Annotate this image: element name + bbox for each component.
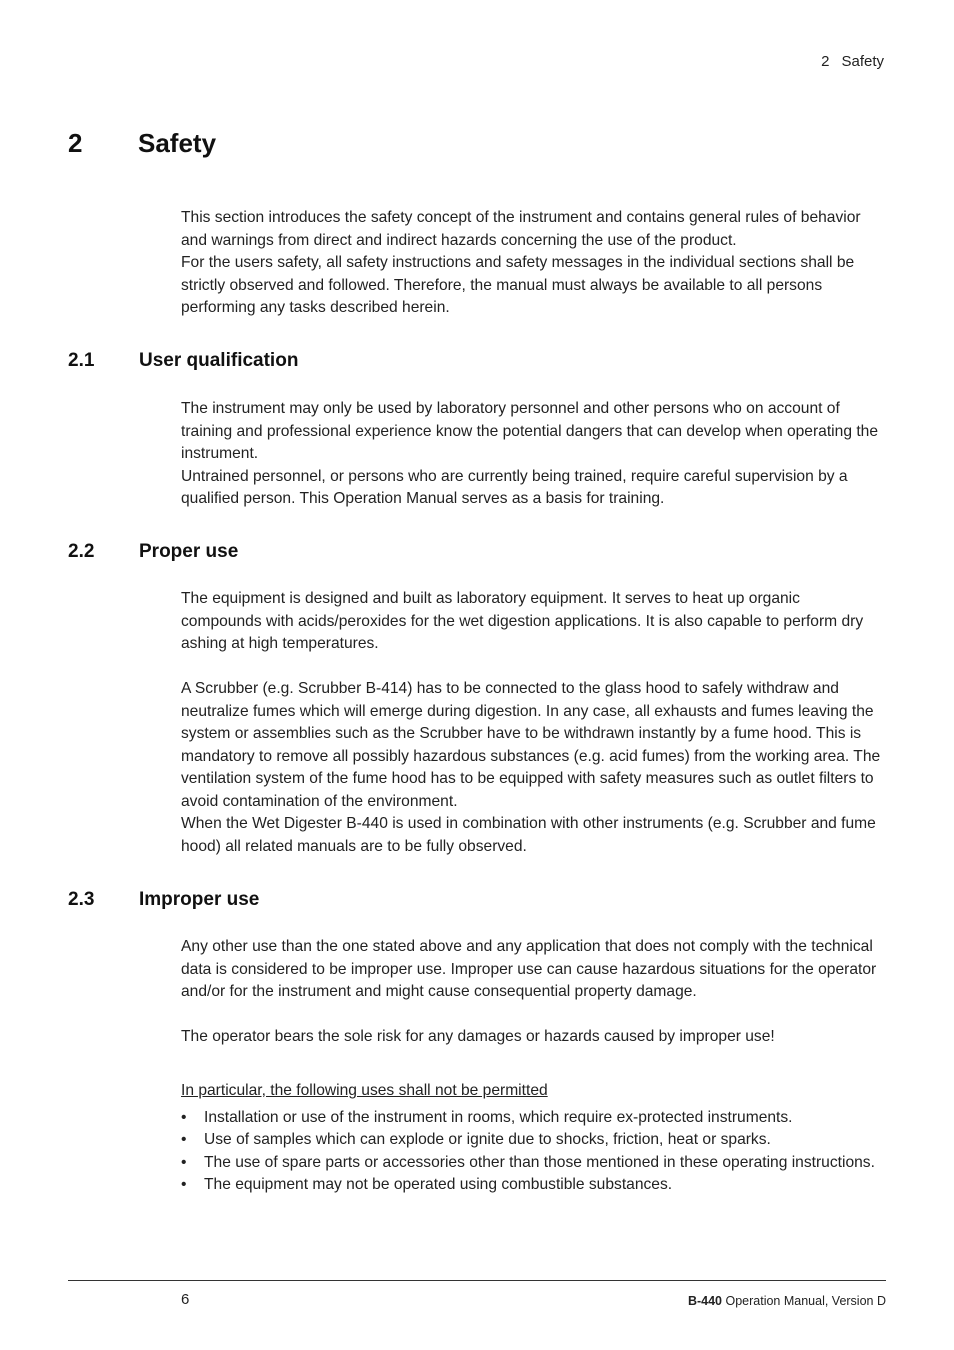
prohibited-uses	[181, 1080, 881, 1197]
list-item: • Installation or use of the instrument in rooms, which require ex-protected instruments.	[181, 1107, 881, 1130]
running-header-chapter-num: 2	[821, 53, 830, 70]
list-heading: In particular, the following uses shall not be permitted	[181, 1082, 548, 1099]
section-title: User qualification	[139, 350, 299, 371]
intro-paragraph: For the users safety, all safety instructions and safety messages in the individual sections shall be strictly observed and followed. Therefore, the manual must always be available to all persons performing any tasks described herein.	[181, 254, 855, 316]
footer-divider	[68, 1280, 886, 1281]
body-paragraph: The operator bears the sole risk for any damages or hazards caused by improper use!	[181, 1028, 775, 1045]
section-heading-proper-use	[68, 541, 238, 563]
chapter-number: 2	[68, 128, 83, 158]
prohibited-uses-list	[181, 1107, 881, 1197]
chapter-heading	[68, 128, 216, 159]
bullet-icon: •	[181, 1108, 187, 1126]
bullet-icon: •	[181, 1176, 187, 1193]
body-paragraph: Untrained personnel, or persons who are currently being trained, require careful supervision by a qualified person. This Operation Manual serves as a basis for training.	[181, 467, 848, 507]
section-heading-user-qualification	[68, 350, 298, 372]
body-paragraph: A Scrubber (e.g. Scrubber B-414) has to be connected to the glass hood to safely withdraw and neutralize fumes which will emerge during digestion. In any case, all exhausts and fumes leaving the system or assemblies such as the Scrubber have to be withdrawn instantly by a fume hood. This is mandatory to remove all possibly hazardous substances (e.g. acid fumes) from the working area. The ventilation system of the fume hood has to be equipped with safety measures such as outlet filters to avoid contamination of the environment.	[181, 680, 881, 810]
intro-paragraph: This section introduces the safety concept of the instrument and contains general rules of behavior and warnings from direct and indirect hazards concerning the use of the product.	[181, 209, 861, 249]
product-code: B-440	[687, 1294, 723, 1308]
section-number: 2.2	[68, 541, 95, 562]
footer-document-title	[688, 1294, 886, 1308]
bullet-icon: •	[181, 1131, 187, 1148]
chapter-title: Safety	[138, 128, 217, 158]
section-title: Proper use	[139, 541, 239, 562]
body-paragraph: The equipment is designed and built as laboratory equipment. It serves to heat up organic compounds with acids/peroxides for the wet digestion applications. It is also capable to perform dry ashing at high temperatures.	[181, 590, 864, 652]
body-paragraph: Any other use than the one stated above and any application that does not comply with the technical data is considered to be improper use. Improper use can cause hazardous situations for the operator and/or for the instrument and might cause consequential property damage.	[181, 938, 877, 1000]
page-number: 6	[181, 1291, 190, 1308]
section-number: 2.1	[68, 350, 95, 371]
bullet-icon: •	[181, 1153, 187, 1171]
section-heading-improper-use	[68, 889, 259, 911]
chapter-intro	[181, 207, 881, 320]
section-body-improper-use	[181, 936, 881, 1049]
manual-version: Operation Manual, Version D	[722, 1294, 886, 1308]
section-title: Improper use	[139, 889, 260, 910]
list-item: • Use of samples which can explode or ignite due to shocks, friction, heat or sparks.	[181, 1129, 881, 1152]
section-body-proper-use	[181, 588, 881, 858]
running-header-chapter-title: Safety	[841, 53, 884, 70]
body-paragraph: The instrument may only be used by laboratory personnel and other persons who on account of training and professional experience know the potential dangers that can develop when operating the instrument.	[181, 400, 878, 462]
list-item: • The equipment may not be operated using combustible substances.	[181, 1174, 881, 1197]
section-body-user-qualification	[181, 398, 881, 511]
running-header	[821, 53, 884, 70]
body-paragraph: When the Wet Digester B-440 is used in combination with other instruments (e.g. Scrubber and fume hood) all related manuals are to be fully observed.	[181, 815, 876, 855]
section-number: 2.3	[68, 889, 95, 910]
list-item: • The use of spare parts or accessories other than those mentioned in these operating instructions.	[181, 1152, 881, 1175]
